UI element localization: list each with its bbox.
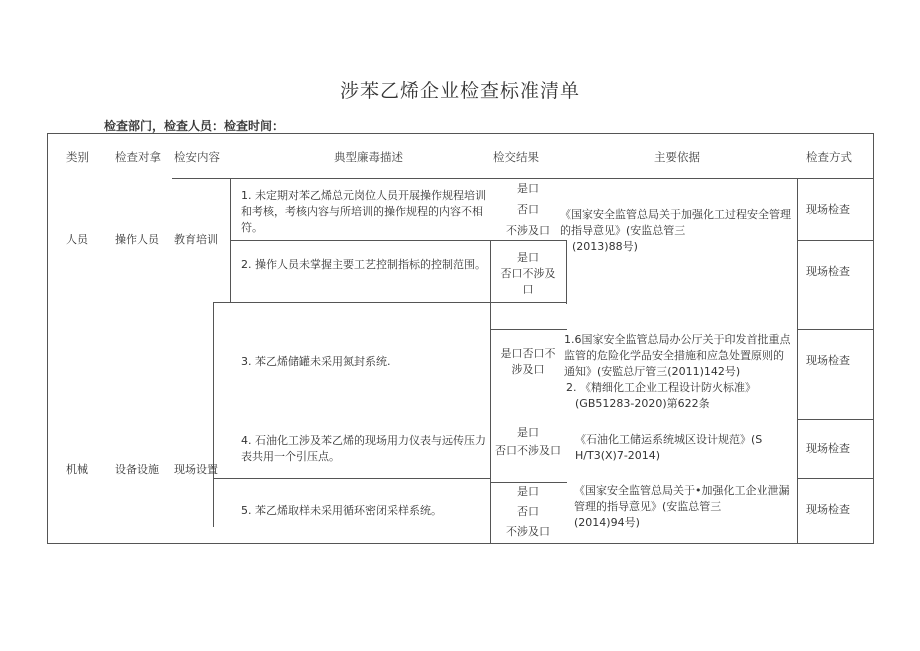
header-description: 典型廉毒描述 xyxy=(334,150,403,164)
header-object: 检查对拿 xyxy=(115,150,161,164)
content-machinery: 现场设置 xyxy=(174,463,218,476)
row-1-method: 现场检查 xyxy=(806,203,850,216)
row-4-description: 4. 石油化工涉及苯乙烯的现场用力仪表与远传压力表共用一个引压点。 xyxy=(241,434,486,463)
inspection-meta-line: 检查部门，检查人员：检查时间： xyxy=(104,119,285,133)
header-basis: 主要依据 xyxy=(654,150,700,164)
category-personnel: 人员 xyxy=(66,233,88,246)
row-4-method: 现场检查 xyxy=(806,442,850,455)
header-method: 检查方式 xyxy=(806,150,852,164)
row-5-method: 现场检查 xyxy=(806,503,850,516)
page-title: 涉苯乙烯企业检查标准清单 xyxy=(339,80,580,102)
row-3-result: 是口否口不 涉及口 xyxy=(500,347,556,376)
row-5-description: 5. 苯乙烯取样未采用循环密闭采样系统。 xyxy=(241,504,442,517)
row-5-result: 是口 否口 不涉及口 xyxy=(506,485,550,538)
row-4-basis: 《石油化工储运系统城区设计规范》(S H/T3(X)7-2014) xyxy=(575,433,763,462)
object-machinery: 设备设施 xyxy=(115,463,159,476)
object-personnel: 操作人员 xyxy=(115,233,159,246)
row-3-basis: 1.6国家安全监管总局办公厅关于印发首批重点监管的危险化学品安全措施和应急处置原则的通知》(安監总厅管三(2011)142号) 2. 《精细化工企业工程设计防火标准》 (GB51283-2020)第622条 xyxy=(564,333,791,410)
category-machinery: 机械 xyxy=(66,463,88,476)
header-category: 类别 xyxy=(66,150,89,164)
header-result: 检交结果 xyxy=(493,150,539,164)
row-2-method: 现场检查 xyxy=(806,265,850,278)
row-1-basis: 《国家安全监管总局关于加强化工过程安全管理的指导意见》(安监总管三 (2013)88号) xyxy=(560,208,791,253)
row-3-description: 3. 苯乙烯储罐未采用氮封系统. xyxy=(241,355,391,368)
row-5-basis: 《国家安全监管总局关于•加强化工企业泄漏管理的指导意见》(安监总管三 (2014)94号) xyxy=(574,484,790,529)
row-4-result: 是口 否口不涉及口 xyxy=(495,426,561,457)
row-2-description: 2. 操作人员未掌握主要工艺控制指标的控制范围。 xyxy=(241,258,486,271)
row-2-result: 是口 否口不涉及 口 xyxy=(500,251,556,296)
row-1-description: 1. 未定期对苯乙烯总元岗位人员开展操作规程培训和考核，考核内容与所培训的操作规程的内容不相符。 xyxy=(241,189,486,234)
header-content: 检安内容 xyxy=(174,150,220,164)
row-3-method: 现场检查 xyxy=(806,354,850,367)
content-personnel: 教育培训 xyxy=(174,233,218,246)
row-1-result: 是口 否口 不涉及口 xyxy=(506,182,550,237)
